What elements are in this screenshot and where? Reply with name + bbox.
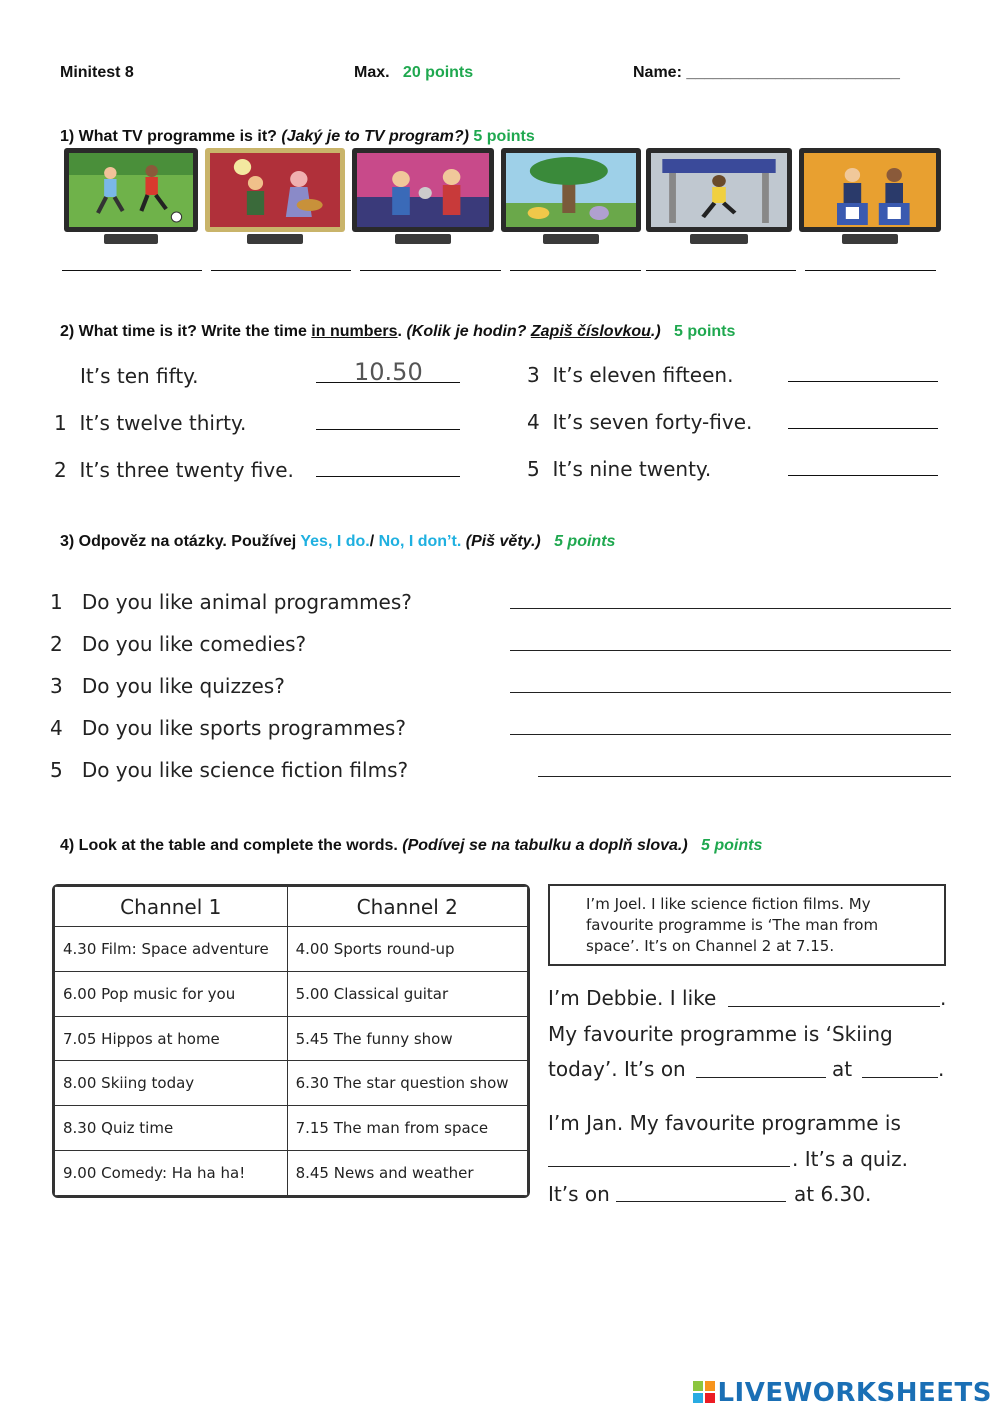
q2-answer-1[interactable] — [316, 429, 460, 430]
q1-heading-en: 1) What TV programme is it? — [60, 128, 277, 145]
q1-answer-5[interactable] — [646, 270, 796, 271]
table-cell: 5.00 Classical guitar — [287, 971, 527, 1016]
q2-example-text: It’s ten fifty. — [80, 364, 199, 388]
tv-picture-cartoon — [352, 148, 494, 244]
debbie-answer-1[interactable] — [728, 1006, 940, 1007]
q1-answer-4[interactable] — [510, 270, 641, 271]
cartoon-icon — [357, 153, 489, 227]
q2-item-5: 5 It’s nine twenty. — [527, 457, 712, 481]
tv-picture-sport — [646, 148, 792, 244]
q3-answer-4[interactable] — [510, 734, 951, 735]
table-cell: 6.30 The star question show — [287, 1061, 527, 1106]
q3-item-2: 2 Do you like comedies? — [50, 632, 307, 656]
q2-heading-cz-u: Zapiš číslovkou — [530, 323, 651, 340]
football-icon — [69, 153, 193, 227]
liveworksheets-logo-icon — [693, 1381, 715, 1403]
q2-example-answer: 10.50 — [354, 358, 423, 386]
q1-answer-3[interactable] — [360, 270, 501, 271]
jan-line-3a: It’s on — [548, 1182, 610, 1206]
jan-line-2: . It’s a quiz. — [792, 1147, 908, 1171]
debbie-line-1: I’m Debbie. I like — [548, 986, 717, 1010]
q3-yes: Yes, I do. — [300, 533, 370, 550]
max-label-text: Max. — [354, 64, 390, 81]
q3-item-3: 3 Do you like quizzes? — [50, 674, 285, 698]
max-label — [354, 64, 473, 82]
q4-points: 5 points — [701, 837, 763, 854]
table-header-channel-2: Channel 2 — [287, 887, 527, 927]
q3-heading — [60, 533, 615, 551]
table-cell: 8.30 Quiz time — [55, 1106, 288, 1151]
table-cell: 8.00 Skiing today — [55, 1061, 288, 1106]
q2-answer-5[interactable] — [788, 475, 938, 476]
q1-heading-cz: (Jaký je to TV program?) — [281, 128, 469, 145]
name-field[interactable]: Name: ________________________ — [633, 64, 900, 81]
tv-picture-animal — [501, 148, 641, 244]
quiz-icon — [804, 153, 936, 227]
q2-heading-a: 2) What time is it? Write the time — [60, 323, 312, 340]
jan-line-3b: at 6.30. — [794, 1182, 872, 1206]
debbie-answer-2[interactable] — [696, 1077, 826, 1078]
table-cell: 8.45 News and weather — [287, 1151, 527, 1196]
table-header-channel-1: Channel 1 — [55, 887, 288, 927]
table-cell: 7.15 The man from space — [287, 1106, 527, 1151]
debbie-line-3b: at — [832, 1057, 853, 1081]
q1-answer-6[interactable] — [805, 270, 936, 271]
tv-schedule-table — [52, 884, 530, 1198]
debbie-answer-3[interactable] — [862, 1077, 938, 1078]
q3-heading-a: 3) Odpověz na otázky. Používej — [60, 533, 301, 550]
q1-answer-1[interactable] — [62, 270, 202, 271]
q2-item-2: 2 It’s three twenty five. — [54, 458, 294, 482]
tv-picture-quiz — [799, 148, 941, 244]
q1-answer-2[interactable] — [211, 270, 351, 271]
example-line: I’m Joel. I like science fiction films. My — [586, 895, 871, 913]
q3-item-5: 5 Do you like science fiction films? — [50, 758, 409, 782]
q2-heading-u: in numbers — [311, 323, 398, 340]
q3-points: 5 points — [554, 533, 616, 550]
tv-picture-football — [64, 148, 198, 244]
table-cell: 4.30 Film: Space adventure — [55, 927, 288, 972]
q2-answer-4[interactable] — [788, 428, 938, 429]
table-row — [55, 971, 528, 1016]
jan-line-1: I’m Jan. My favourite programme is — [548, 1111, 901, 1135]
q2-heading — [60, 323, 735, 341]
q2-example-line — [316, 382, 460, 383]
liveworksheets-logo — [693, 1378, 992, 1408]
music-icon — [210, 153, 340, 227]
table-row — [55, 1106, 528, 1151]
q2-heading-cz-a: (Kolik je hodin? — [406, 323, 531, 340]
animal-icon — [506, 153, 636, 227]
q3-answer-3[interactable] — [510, 692, 951, 693]
q3-answer-5[interactable] — [538, 776, 951, 777]
table-cell: 5.45 The funny show — [287, 1016, 527, 1061]
q1-heading — [60, 128, 535, 146]
q3-no: No, I don’t. — [378, 533, 462, 550]
example-line: space’. It’s on Channel 2 at 7.15. — [586, 937, 835, 955]
test-title: Minitest 8 — [60, 64, 134, 81]
table-cell: 4.00 Sports round-up — [287, 927, 527, 972]
q3-item-1: 1 Do you like animal programmes? — [50, 590, 412, 614]
table-cell: 9.00 Comedy: Ha ha ha! — [55, 1151, 288, 1196]
sport-icon — [651, 153, 787, 227]
q2-item-1: 1 It’s twelve thirty. — [54, 411, 247, 435]
q3-answer-1[interactable] — [510, 608, 951, 609]
q4-heading-en: 4) Look at the table and complete the words. — [60, 837, 398, 854]
debbie-line-1-end: . — [940, 986, 947, 1010]
q1-points: 5 points — [473, 128, 535, 145]
q2-answer-2[interactable] — [316, 476, 460, 477]
debbie-line-3-end: . — [938, 1057, 945, 1081]
q4-heading-cz: (Podívej se na tabulku a doplň slova.) — [402, 837, 688, 854]
q3-heading-cz: (Piš věty.) — [465, 533, 541, 550]
jan-answer-1[interactable] — [548, 1166, 790, 1167]
q2-points: 5 points — [674, 323, 736, 340]
table-row — [55, 1151, 528, 1196]
q2-heading-cz-b: .) — [650, 323, 661, 340]
table-cell: 7.05 Hippos at home — [55, 1016, 288, 1061]
example-line: favourite programme is ‘The man from — [586, 916, 879, 934]
table-row — [55, 1016, 528, 1061]
logo-text: LIVEWORKSHEETS — [717, 1378, 992, 1408]
jan-answer-2[interactable] — [616, 1201, 786, 1202]
max-points: 20 points — [402, 64, 474, 81]
table-row — [55, 927, 528, 972]
q3-item-4: 4 Do you like sports programmes? — [50, 716, 406, 740]
table-cell: 6.00 Pop music for you — [55, 971, 288, 1016]
q3-answer-2[interactable] — [510, 650, 951, 651]
q3-slash: / — [369, 533, 375, 550]
q2-item-4: 4 It’s seven forty-five. — [527, 410, 753, 434]
debbie-line-2: My favourite programme is ‘Skiing — [548, 1022, 893, 1046]
example-box-joel — [548, 884, 946, 966]
q2-heading-b: . — [397, 323, 402, 340]
tv-picture-music — [205, 148, 345, 244]
debbie-line-3a: today’. It’s on — [548, 1057, 686, 1081]
q4-heading — [60, 837, 762, 855]
q2-item-3: 3 It’s eleven fifteen. — [527, 363, 734, 387]
q2-answer-3[interactable] — [788, 381, 938, 382]
table-row — [55, 1061, 528, 1106]
